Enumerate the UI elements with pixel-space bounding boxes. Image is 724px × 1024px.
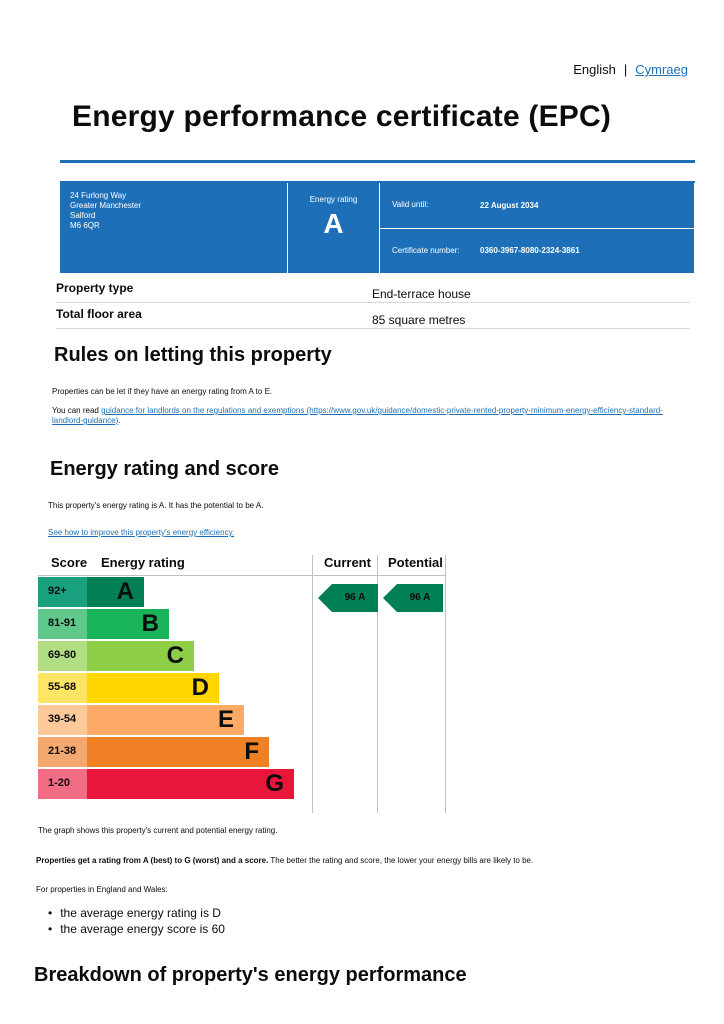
title-divider — [60, 160, 695, 163]
valid-until-label: Valid until: — [392, 200, 429, 210]
band-score: 39-54 — [38, 705, 87, 735]
potential-column-header: Potential — [388, 555, 443, 570]
band-bar — [87, 737, 269, 767]
address-line: 24 Furlong Way — [70, 191, 127, 200]
rating-column-header: Energy rating — [101, 555, 185, 570]
energy-rating-box — [288, 183, 380, 273]
valid-until-row — [380, 183, 694, 229]
certificate-summary — [60, 183, 694, 273]
property-address — [60, 183, 288, 273]
lang-welsh-link[interactable]: Cymraeg — [635, 62, 688, 77]
graph-header-line — [38, 575, 446, 576]
rating-scale-bold: Properties get a rating from A (best) to G (worst) and a score. — [36, 856, 269, 865]
band-bar — [87, 609, 169, 639]
address-line: Greater Manchester — [70, 201, 142, 210]
letting-guidance-text — [52, 406, 672, 426]
band-letter: C — [166, 642, 184, 669]
language-switcher — [573, 62, 688, 77]
improve-efficiency-link[interactable]: See how to improve this property's energy efficiency. — [48, 528, 235, 537]
energy-rating-label: Energy rating — [309, 195, 358, 204]
guidance-prefix: You can read — [52, 406, 102, 415]
potential-arrow-tip — [383, 584, 397, 612]
average-intro: For properties in England and Wales: — [36, 885, 168, 894]
band-score: 81-91 — [38, 609, 87, 639]
band-bar — [87, 641, 194, 671]
potential-rating-arrow — [383, 584, 443, 612]
averages-list — [48, 906, 225, 938]
guidance-suffix: . — [118, 416, 121, 425]
band-score: 55-68 — [38, 673, 87, 703]
energy-rating-heading: Energy rating and score — [50, 458, 279, 480]
property-type-row — [56, 277, 690, 303]
current-rating-arrow — [318, 584, 378, 612]
energy-rating-letter: A — [323, 208, 344, 239]
rating-band-d — [38, 673, 219, 703]
rating-band-b — [38, 609, 169, 639]
energy-rating-graph — [38, 555, 446, 813]
floor-area-label: Total floor area — [56, 307, 142, 321]
band-letter: B — [141, 610, 159, 637]
floor-area-row — [56, 303, 690, 329]
current-column-divider — [312, 555, 313, 813]
improve-link-line — [48, 528, 234, 537]
band-letter: E — [217, 706, 234, 733]
graph-right-border — [445, 555, 446, 813]
band-score: 69-80 — [38, 641, 87, 671]
address-line: Salford — [70, 211, 96, 220]
lang-english: English — [573, 62, 616, 77]
rating-band-g — [38, 769, 294, 799]
band-bar — [87, 577, 144, 607]
score-column-header: Score — [51, 555, 88, 570]
band-letter: G — [265, 770, 284, 797]
property-type-value: End-terrace house — [372, 287, 471, 301]
breakdown-heading: Breakdown of property's energy performance — [34, 964, 467, 986]
landlord-guidance-link[interactable]: guidance for landlords on the regulations and exemptions (https://www.gov.uk/guidance/domestic-private-rented-property-minimum-energy-efficiency-standard-landlord-guidance) — [52, 406, 663, 425]
rating-scale-rest: The better the rating and score, the lower your energy bills are likely to be. — [268, 856, 534, 865]
rating-band-e — [38, 705, 244, 735]
rating-band-f — [38, 737, 269, 767]
certificate-number-row — [380, 229, 694, 274]
floor-area-value: 85 square metres — [372, 313, 466, 327]
property-type-label: Property type — [56, 281, 134, 295]
certificate-number-value: 0360-3967-8080-2324-3861 — [480, 246, 580, 256]
band-score: 21-38 — [38, 737, 87, 767]
certificate-details — [380, 183, 694, 273]
address-line: M6 6QR — [70, 221, 100, 230]
letting-rules-heading: Rules on letting this property — [54, 344, 332, 366]
valid-until-value: 22 August 2034 — [480, 200, 539, 210]
rating-scale-text — [36, 856, 533, 865]
lang-separator: | — [623, 62, 628, 77]
potential-rating-value: 96 A — [397, 584, 443, 612]
band-score: 92+ — [38, 577, 87, 607]
band-bar — [87, 705, 244, 735]
list-item: • the average energy rating is D — [48, 906, 225, 920]
band-letter: A — [116, 578, 134, 605]
current-rating-value: 96 A — [332, 584, 378, 612]
certificate-number-label: Certificate number: — [392, 245, 460, 255]
band-bar — [87, 769, 294, 799]
band-letter: D — [191, 674, 209, 701]
current-arrow-tip — [318, 584, 332, 612]
band-score: 1-20 — [38, 769, 87, 799]
rating-band-c — [38, 641, 194, 671]
list-item: • the average energy score is 60 — [48, 922, 225, 936]
letting-rules-text: Properties can be let if they have an energy rating from A to E. — [52, 387, 273, 396]
page-title: Energy performance certificate (EPC) — [72, 100, 612, 133]
band-bar — [87, 673, 219, 703]
rating-band-a — [38, 577, 144, 607]
energy-rating-summary: This property's energy rating is A. It has the potential to be A. — [48, 501, 264, 510]
graph-caption: The graph shows this property's current and potential energy rating. — [38, 826, 278, 835]
current-column-header: Current — [324, 555, 371, 570]
band-letter: F — [244, 738, 259, 765]
